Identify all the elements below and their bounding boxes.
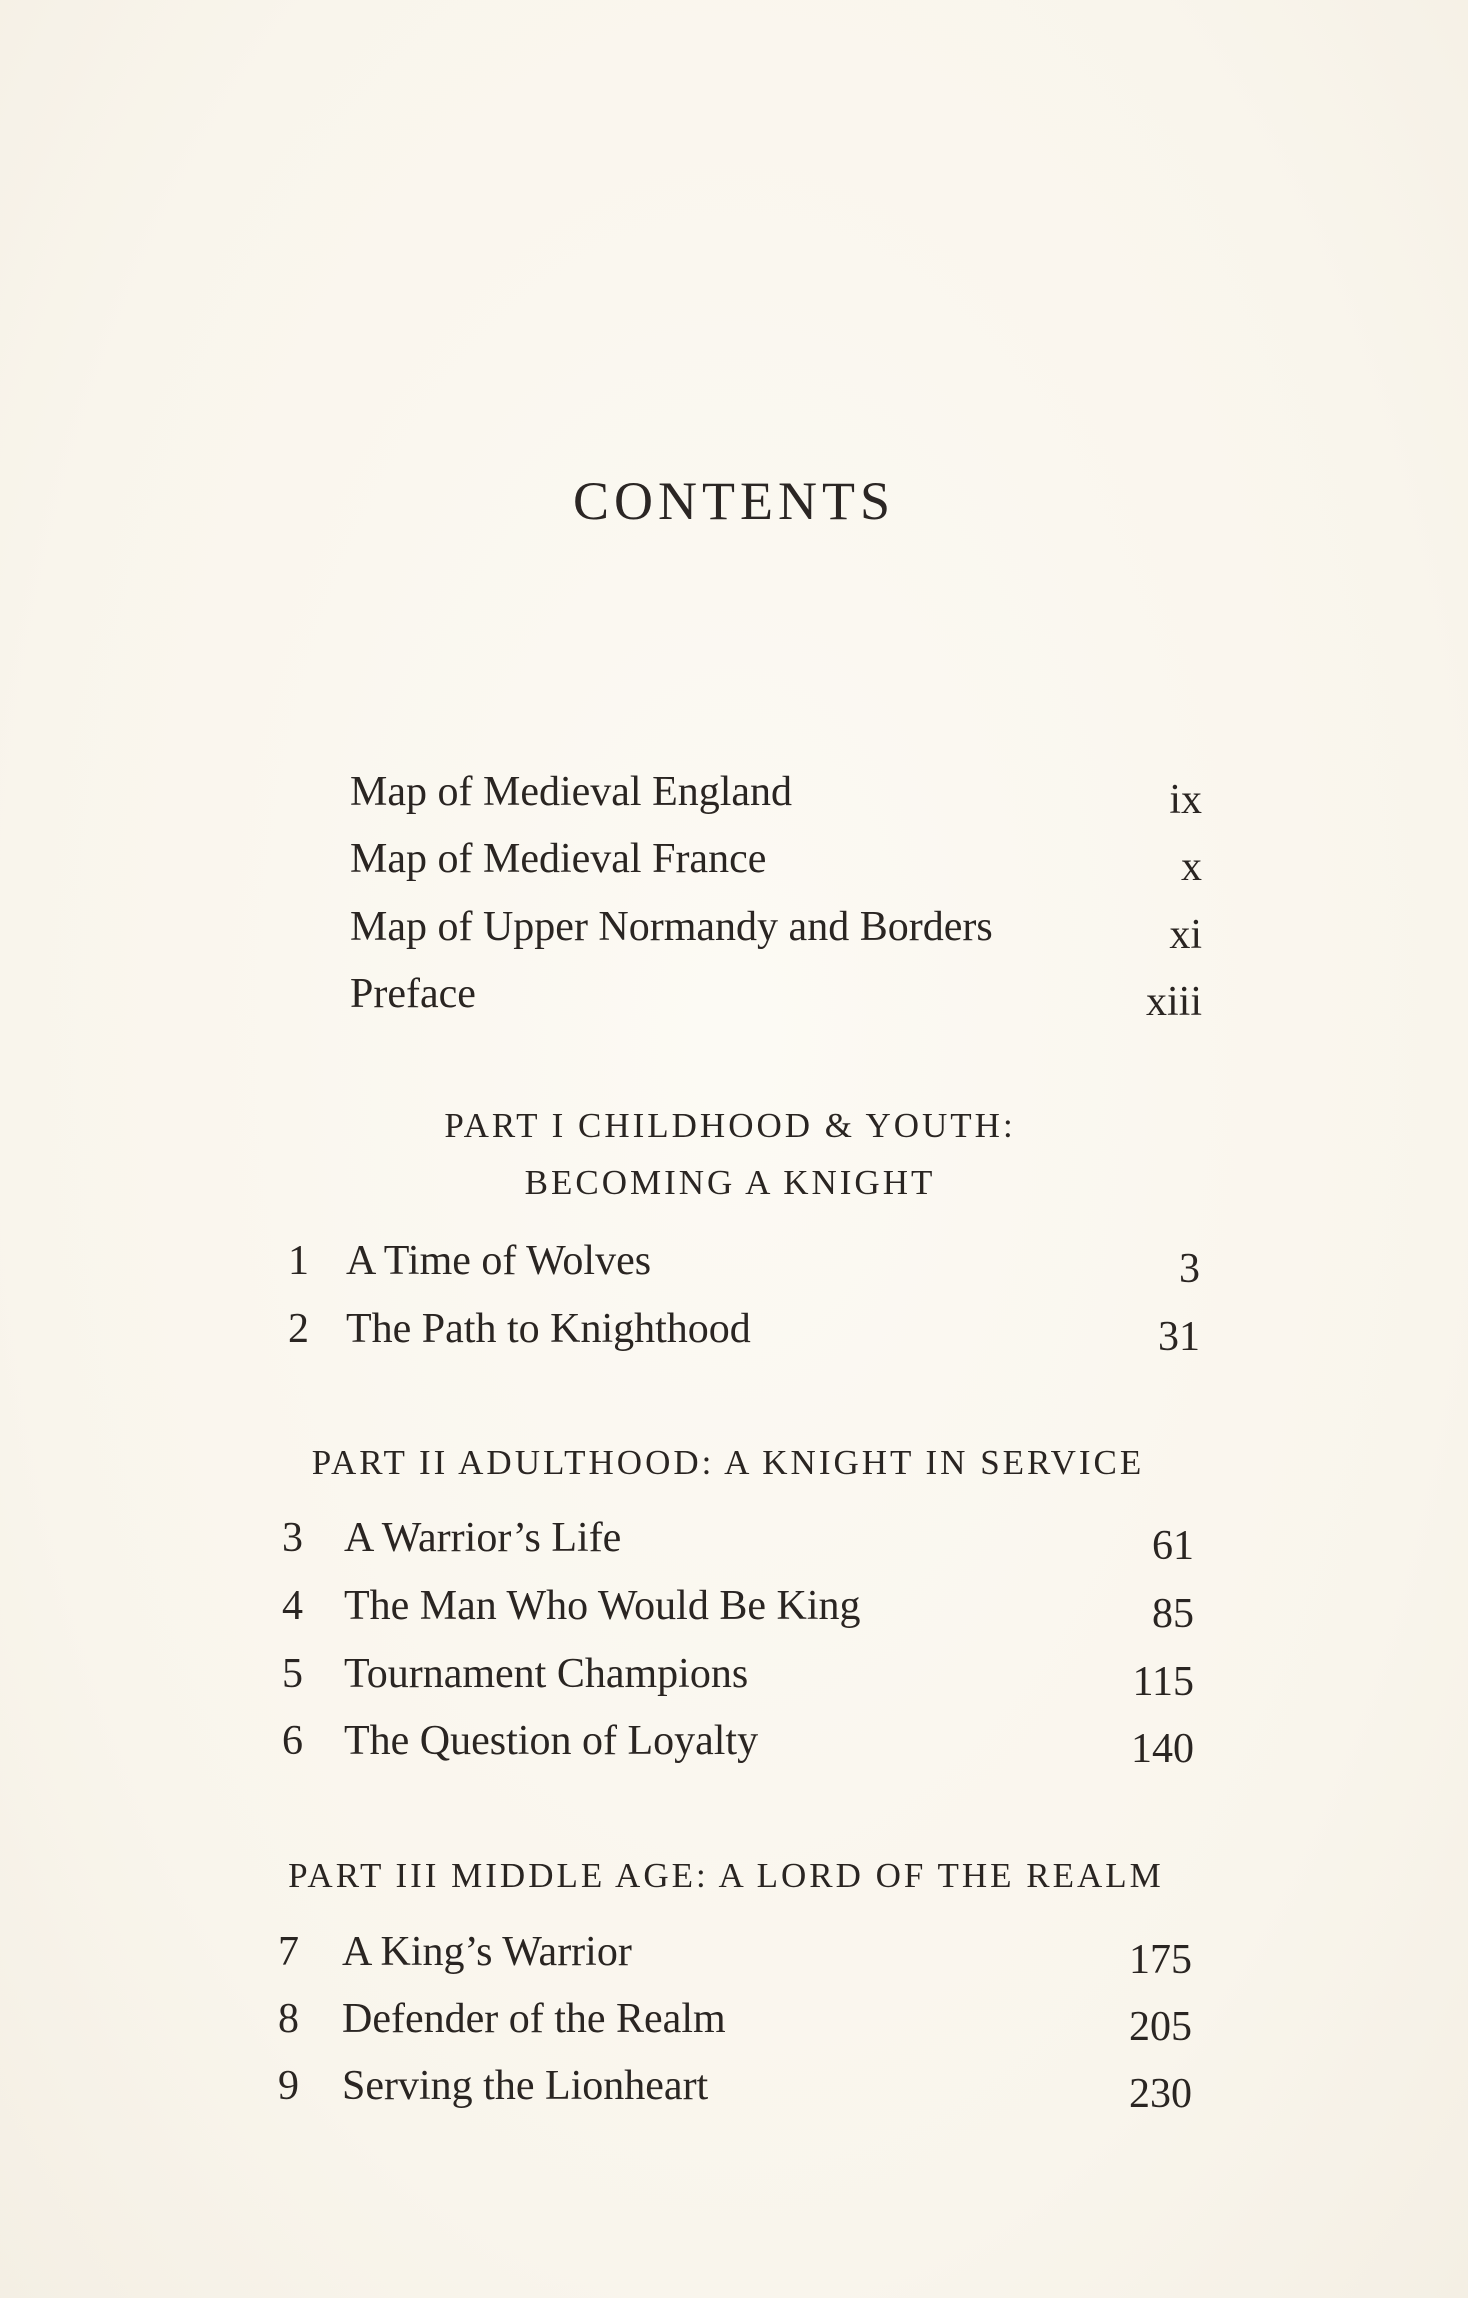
entry-title: The Man Who Would Be King: [344, 1583, 861, 1629]
part-heading: PART III MIDDLE AGE: A LORD OF THE REALM: [288, 1856, 1164, 1895]
entry-page: 175: [1129, 1937, 1192, 1983]
toc-entry: [350, 829, 1202, 889]
toc-entry: [278, 1922, 1192, 1982]
part-heading: PART II ADULTHOOD: A KNIGHT IN SERVICE: [311, 1443, 1145, 1482]
entry-title: A King’s Warrior: [342, 1929, 632, 1975]
entry-page: 230: [1129, 2071, 1192, 2117]
entry-title: Map of Upper Normandy and Borders: [350, 904, 993, 950]
entry-page: ix: [1169, 777, 1202, 823]
chapter-number: 1: [288, 1238, 309, 1284]
part-heading: PART I CHILDHOOD & YOUTH:: [444, 1106, 1016, 1145]
entry-title: Map of Medieval France: [350, 836, 767, 882]
entry-page: 61: [1152, 1523, 1194, 1569]
toc-entry: [350, 964, 1202, 1024]
toc-entry: [282, 1576, 1194, 1636]
toc-entry: [350, 897, 1202, 957]
entry-page: x: [1181, 844, 1202, 890]
entry-title: A Warrior’s Life: [344, 1515, 622, 1561]
chapter-number: 7: [278, 1929, 299, 1975]
toc-entry: [282, 1711, 1194, 1771]
entry-page: 85: [1152, 1591, 1194, 1637]
entry-page: 140: [1131, 1726, 1194, 1772]
chapter-number: 6: [282, 1718, 303, 1764]
toc-entry: [288, 1231, 1200, 1291]
entry-title: The Path to Knighthood: [346, 1306, 751, 1352]
chapter-number: 2: [288, 1306, 309, 1352]
entry-title: Tournament Champions: [344, 1651, 749, 1697]
entry-title: A Time of Wolves: [346, 1238, 652, 1284]
toc-entry: [282, 1508, 1194, 1568]
toc-entry: [278, 1989, 1192, 2049]
entry-page: xiii: [1145, 979, 1202, 1025]
entry-page: 31: [1158, 1314, 1200, 1360]
chapter-number: 4: [282, 1583, 303, 1629]
toc-entry: [288, 1299, 1200, 1359]
entry-page: 205: [1129, 2004, 1192, 2050]
toc-entry: [350, 762, 1202, 822]
entry-title: Map of Medieval England: [350, 769, 793, 815]
chapter-number: 8: [278, 1996, 299, 2042]
toc-entry: [282, 1644, 1194, 1704]
entry-title: Defender of the Realm: [342, 1996, 726, 2042]
page-title: CONTENTS: [573, 471, 895, 531]
chapter-number: 9: [278, 2063, 299, 2109]
chapter-number: 3: [282, 1515, 303, 1561]
entry-page: 115: [1132, 1659, 1194, 1705]
entry-title: Serving the Lionheart: [342, 2063, 709, 2109]
toc-entry: [278, 2056, 1192, 2116]
part-heading-subtitle: BECOMING A KNIGHT: [524, 1163, 936, 1202]
entry-title: Preface: [350, 971, 476, 1017]
chapter-number: 5: [282, 1651, 303, 1697]
entry-title: The Question of Loyalty: [344, 1718, 759, 1764]
entry-page: xi: [1169, 912, 1202, 958]
entry-page: 3: [1179, 1246, 1200, 1292]
